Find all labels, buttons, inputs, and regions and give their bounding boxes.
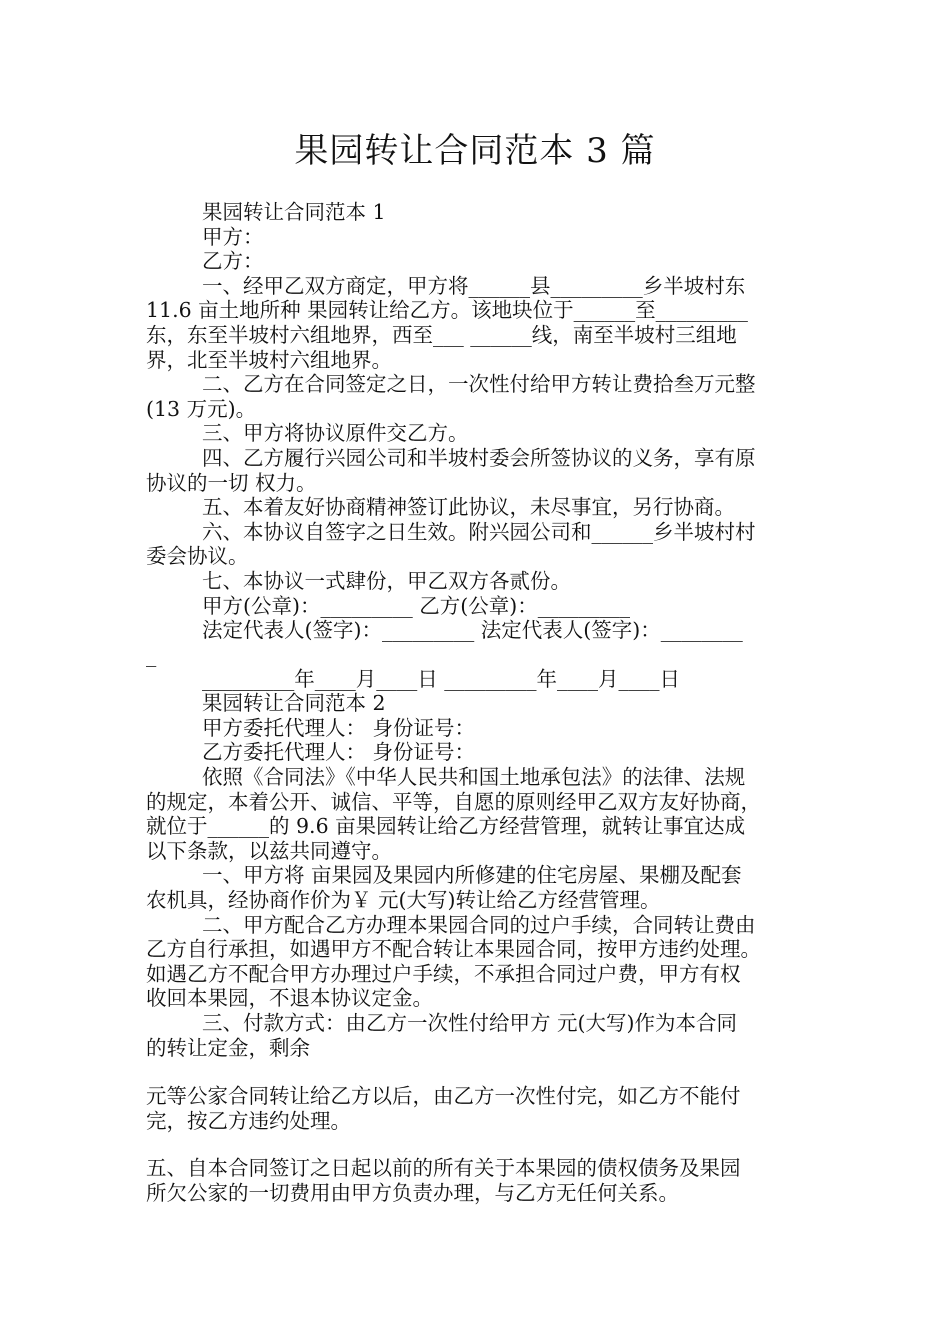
paragraph-line: 委会协议。 [146, 544, 249, 569]
paragraph-line: 以下条款，以兹共同遵守。 [146, 838, 392, 863]
paragraph-line: 收回本果园，不退本协议定金。 [146, 986, 433, 1011]
signature-line-overflow: _ [146, 642, 157, 667]
seal-line: 甲方(公章)：_________ 乙方(公章)：_________ [202, 593, 631, 618]
paragraph-line: 三、甲方将协议原件交乙方。 [202, 421, 469, 446]
paragraph-line: 协议的一切 权力。 [146, 470, 317, 495]
paragraph-line: 六、本协议自签字之日生效。附兴园公司和______乡半坡村村 [202, 519, 756, 544]
document-body [146, 200, 808, 1206]
section-heading-1: 果园转让合同范本 1 [202, 200, 386, 224]
paragraph-line: (13 万元)。 [146, 396, 257, 421]
paragraph-line: 七、本协议一式肆份，甲乙双方各贰份。 [202, 568, 571, 593]
paragraph-line: 完，按乙方违约处理。 [146, 1108, 351, 1133]
agent-b-line: 乙方委托代理人： 身份证号： [202, 740, 476, 765]
date-line: _________年____月____日 _________年____月____日 [202, 666, 681, 691]
paragraph-line: 一、经甲乙双方商定，甲方将______县_________乡半坡村东 [202, 273, 746, 298]
paragraph-line: 五、本着友好协商精神签订此协议，未尽事宜，另行协商。 [202, 495, 735, 520]
paragraph-line: 就位于______的 9.6 亩果园转让给乙方经营管理，就转让事宜达成 [146, 814, 746, 839]
party-b-line: 乙方： [202, 249, 264, 274]
agent-a-line: 甲方委托代理人： 身份证号： [202, 715, 476, 740]
paragraph-line: 农机具，经协商作价为￥ 元(大写)转让给乙方经营管理。 [146, 888, 661, 913]
paragraph-line: 一、甲方将 亩果园及果园内所修建的住宅房屋、果棚及配套 [202, 863, 742, 888]
paragraph-line: 三、付款方式：由乙方一次性付给甲方 元(大写)作为本合同 [202, 1011, 738, 1035]
paragraph-line: 如遇乙方不配合甲方办理过户手续，不承担合同过户费，甲方有权 [146, 961, 741, 986]
signature-line: 法定代表人(签字)：_________ 法定代表人(签字)：________ [202, 618, 743, 643]
party-a-line: 甲方： [202, 224, 264, 249]
paragraph-line: 所欠公家的一切费用由甲方负责办理，与乙方无任何关系。 [146, 1180, 679, 1205]
section-heading-2: 果园转让合同范本 2 [202, 691, 386, 716]
paragraph-line: 二、甲方配合乙方办理本果园合同的过户手续，合同转让费由 [202, 912, 756, 937]
paragraph-line: 乙方自行承担，如遇甲方不配合转让本果园合同，按甲方违约处理。 [146, 937, 761, 962]
paragraph-line: 依照《合同法》《中华人民共和国土地承包法》的法律、法规 [202, 765, 746, 790]
paragraph-line: 五、自本合同签订之日起以前的所有关于本果园的债权债务及果园 [146, 1156, 741, 1181]
paragraph-line: 东，东至半坡村六组地界，西至___ ______线，南至半坡村三组地 [146, 322, 737, 347]
paragraph-line: 11.6 亩土地所种 果园转让给乙方。该地块位于______至_________ [146, 298, 748, 323]
paragraph-line: 二、乙方在合同签定之日，一次性付给甲方转让费拾叁万元整 [202, 372, 756, 397]
paragraph-line: 四、乙方履行兴园公司和半坡村委会所签协议的义务，享有原 [202, 445, 756, 470]
paragraph-line: 的转让定金，剩余 [146, 1035, 310, 1060]
paragraph-line: 的规定，本着公开、诚信、平等，自愿的原则经甲乙双方友好协商， [146, 789, 761, 814]
paragraph-line: 元等公家合同转让给乙方以后，由乙方一次性付完，如乙方不能付 [146, 1084, 741, 1109]
paragraph-line: 界，北至半坡村六组地界。 [146, 347, 392, 372]
document-title: 果园转让合同范本 3 篇 [294, 131, 656, 171]
